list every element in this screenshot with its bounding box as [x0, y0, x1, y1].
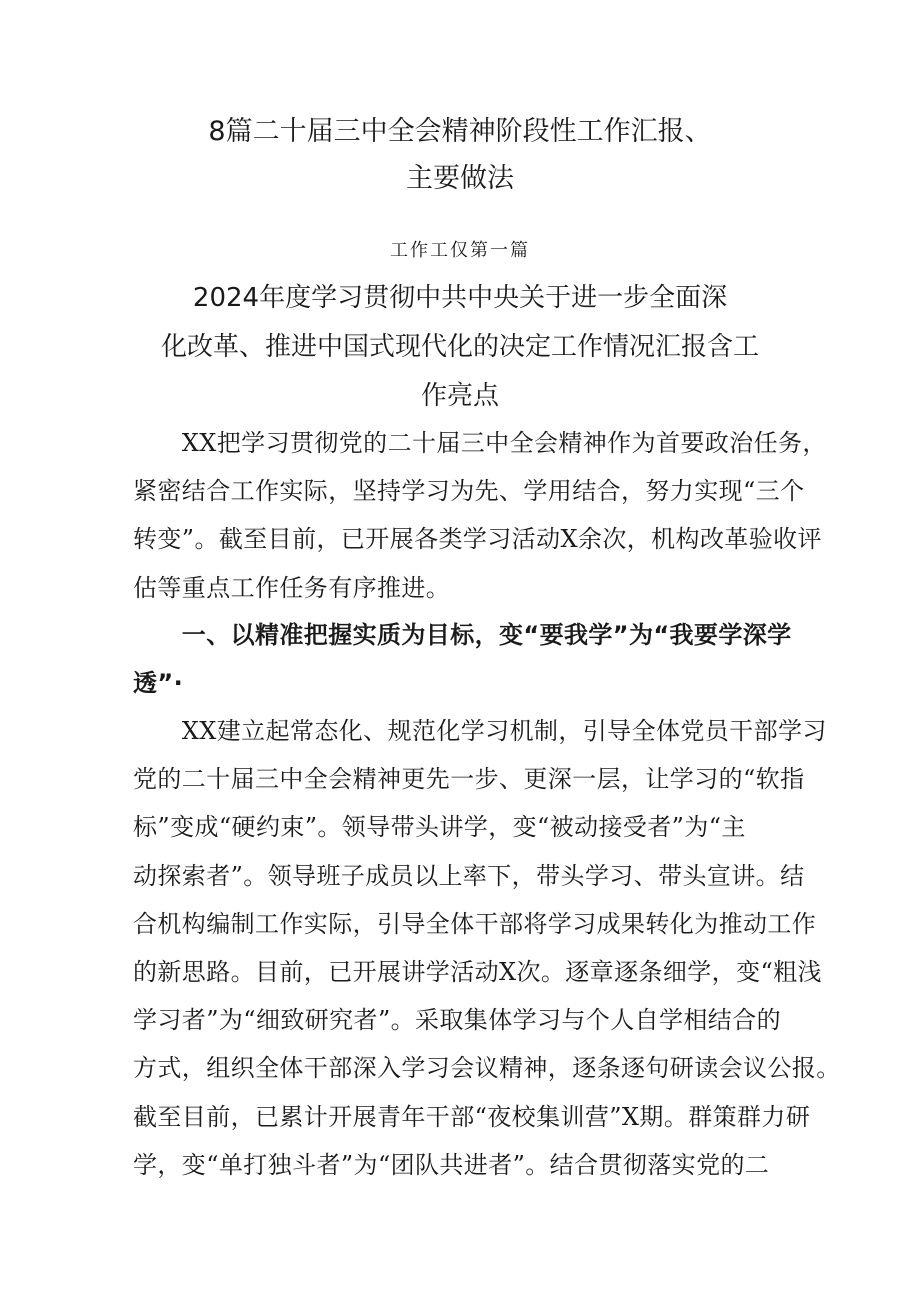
text-line: 党的二十届三中全会精神更先一步、更深一层，让学习的“软指 — [133, 765, 805, 794]
heading-section-1 — [133, 611, 795, 707]
paragraph-intro — [133, 419, 827, 612]
section-title-line-2: 化改革、推进中国式现代化的决定工作情况汇报含工 — [160, 332, 759, 362]
text-line: 合机构编制工作实际，引导全体干部将学习成果转化为推动工作 — [133, 909, 817, 938]
title-line-2: 主要做法 — [406, 163, 514, 194]
text-line: 方式，组织全体干部深入学习会议精神，逐条逐句研读会议公报。 — [133, 1054, 841, 1083]
document-title — [0, 108, 920, 202]
text-line: XX把学习贯彻党的二十届三中全会精神作为首要政治任务， — [133, 429, 827, 457]
text-line: 标”变成“硬约束”。领导带头讲学，变“被动接受者”为“主 — [133, 813, 746, 842]
text-line: 学，变“单打独斗者”为“团队共进者”。结合贯彻落实党的二 — [133, 1150, 770, 1179]
text-line: 学习者”为“细致研究者”。采取集体学习与个人自学相结合的 — [133, 1006, 782, 1035]
title-line-1: 8篇二十届三中全会精神阶段性工作汇报、 — [208, 116, 712, 147]
section-title-line-1: 2024年度学习贯彻中共中央关于进一步全面深 — [192, 283, 728, 313]
text-line: 透”· — [133, 669, 184, 698]
text-line: 动探索者”。领导班子成员以上率下，带头学习、带头宣讲。结 — [133, 861, 805, 890]
paragraph-section-1 — [133, 707, 841, 1189]
text-line: XX建立起常态化、规范化学习机制，引导全体党员干部学习 — [133, 717, 827, 745]
section-title — [0, 274, 920, 421]
text-line: 估等重点工作任务有序推进。 — [133, 573, 451, 602]
text-line: 转变”。截至目前，已开展各类学习活动X余次，机构改革验收评 — [133, 525, 822, 554]
text-line: 紧密结合工作实际，坚持学习为先、学用结合，努力实现“三个 — [133, 477, 805, 506]
section-title-line-3: 作亮点 — [420, 381, 499, 411]
text-line: 一、以精准把握实质为目标，变“要我学”为“我要学深学 — [133, 621, 792, 649]
text-line: 的新思路。目前，已开展讲学活动X次。逐章逐条细学，变“粗浅 — [133, 958, 822, 987]
text-line: 截至目前，已累计开展青年干部“夜校集训营”X期。群策群力研 — [133, 1102, 811, 1131]
sub-label: 工作工仅第一篇 — [390, 240, 530, 261]
